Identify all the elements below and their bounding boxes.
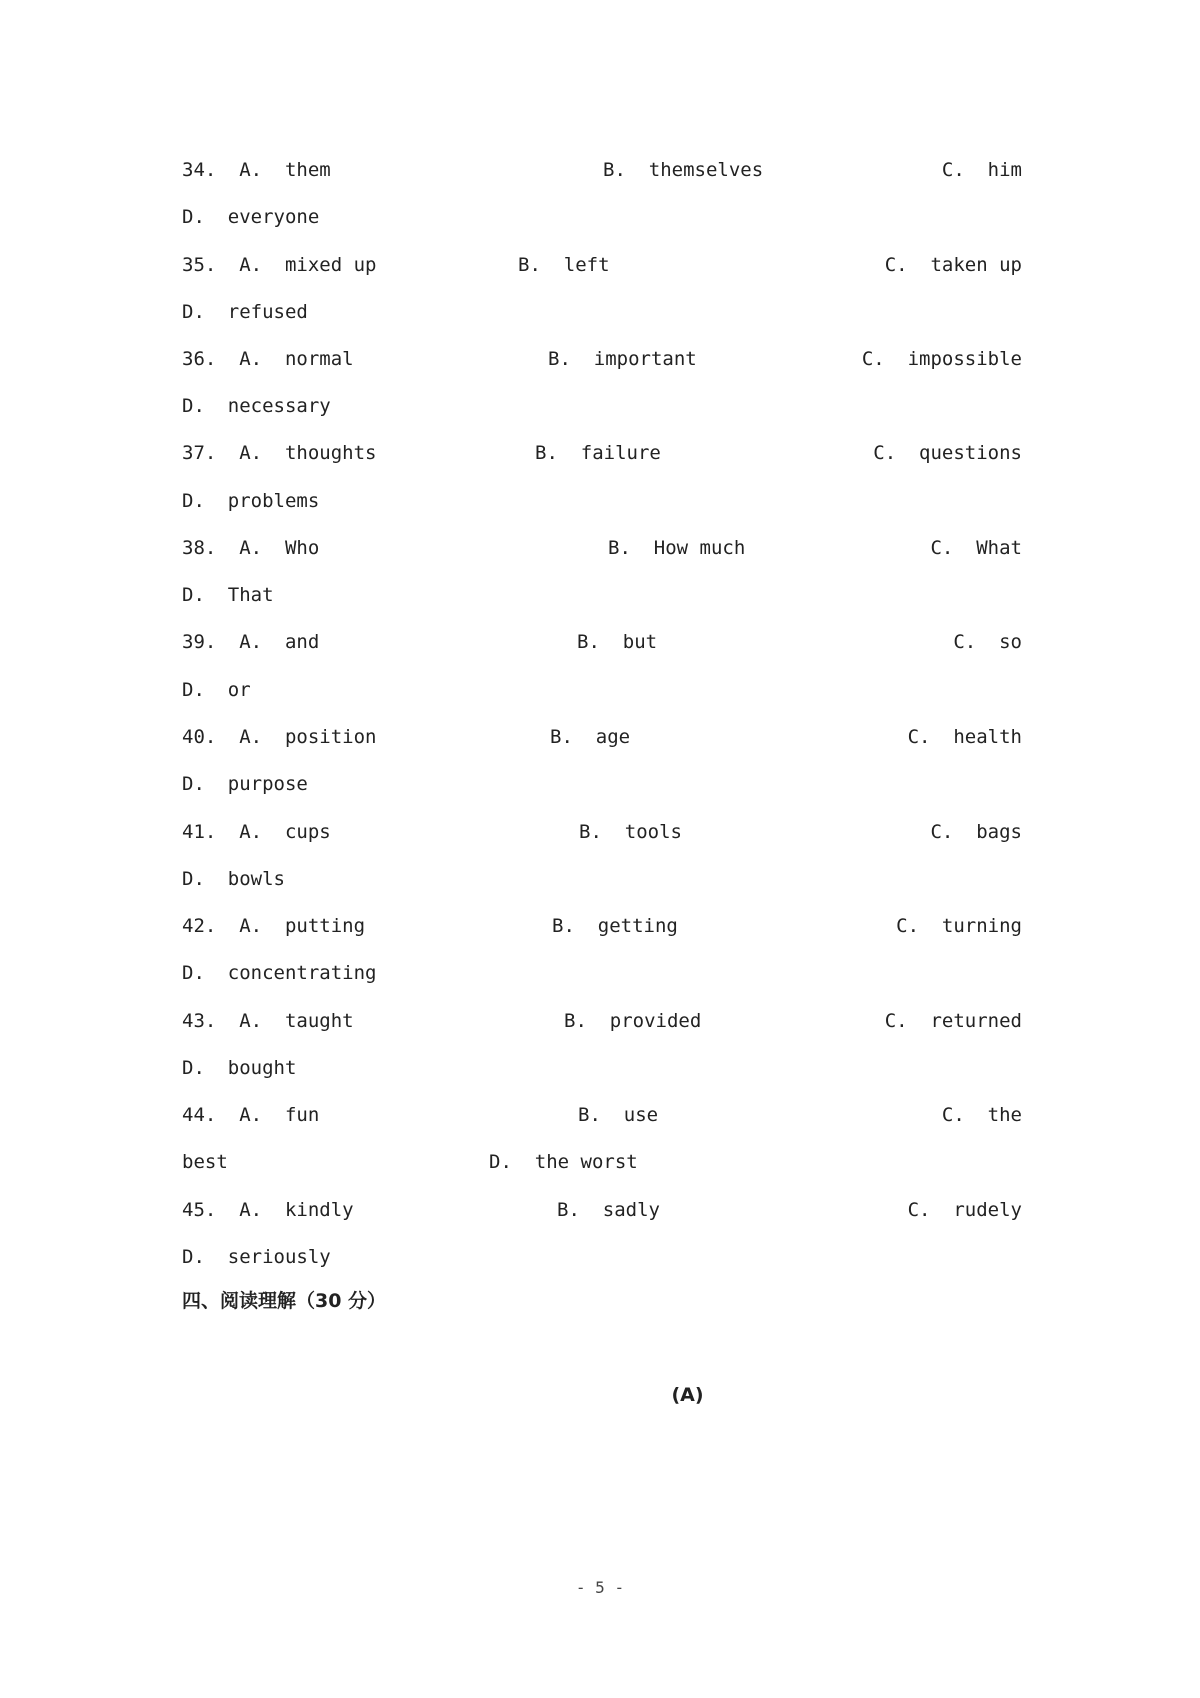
option-d: D. bought [182,1057,297,1079]
question-40-line-2 [182,769,1022,799]
option-d: D. or [182,679,251,701]
question-39-line-2 [182,675,1022,705]
question-45-line-2 [182,1242,1022,1272]
option-d: D. problems [182,490,320,512]
question-36-line-2 [182,391,1022,421]
option-a: 38. A. Who [182,537,320,559]
option-a: 41. A. cups [182,821,331,843]
option-b: B. important [548,348,697,370]
option-d: D. the worst [489,1151,638,1173]
question-37-line-1 [182,438,1022,468]
option-b: B. failure [535,442,661,464]
option-c-continued: best [182,1151,228,1173]
option-c: C. bags [930,821,1022,843]
option-d: D. bowls [182,868,285,890]
passage-label: (A) [671,1384,704,1406]
question-36-line-1 [182,344,1022,374]
option-b: B. left [518,254,610,276]
question-41-line-1 [182,817,1022,847]
option-a: 43. A. taught [182,1010,354,1032]
question-35-line-1 [182,250,1022,280]
question-43-line-2 [182,1053,1022,1083]
question-44-line-2 [182,1147,1022,1177]
option-c: C. turning [896,915,1022,937]
option-d: D. necessary [182,395,331,417]
option-b: B. How much [608,537,746,559]
option-c: C. rudely [907,1199,1022,1221]
option-d: D. seriously [182,1246,331,1268]
page-number: - 5 - [575,1578,625,1597]
option-a: 42. A. putting [182,915,366,937]
option-d: D. purpose [182,773,308,795]
question-42-line-1 [182,911,1022,941]
option-d: D. concentrating [182,962,377,984]
option-c: C. the [941,1104,1022,1126]
section-heading: 四、阅读理解（30 分） [182,1290,387,1312]
question-34-line-1 [182,155,1022,185]
option-d: D. That [182,584,274,606]
option-a: 45. A. kindly [182,1199,354,1221]
option-c: C. questions [873,442,1022,464]
option-c: C. him [941,159,1022,181]
option-c: C. impossible [861,348,1022,370]
option-c: C. What [930,537,1022,559]
option-a: 35. A. mixed up [182,254,377,276]
option-b: B. themselves [603,159,764,181]
question-44-line-1 [182,1100,1022,1130]
question-34-line-2 [182,202,1022,232]
question-41-line-2 [182,864,1022,894]
question-39-line-1 [182,627,1022,657]
option-b: B. getting [552,915,678,937]
option-a: 34. A. them [182,159,331,181]
option-b: B. but [577,631,658,653]
option-b: B. age [550,726,631,748]
option-a: 39. A. and [182,631,320,653]
question-38-line-1 [182,533,1022,563]
question-35-line-2 [182,297,1022,327]
option-c: C. taken up [884,254,1022,276]
option-c: C. returned [884,1010,1022,1032]
option-b: B. sadly [557,1199,660,1221]
option-b: B. tools [579,821,682,843]
option-a: 37. A. thoughts [182,442,377,464]
question-40-line-1 [182,722,1022,752]
question-37-line-2 [182,486,1022,516]
question-43-line-1 [182,1006,1022,1036]
option-b: B. use [578,1104,659,1126]
option-c: C. so [953,631,1022,653]
option-a: 40. A. position [182,726,377,748]
question-38-line-2 [182,580,1022,610]
option-a: 36. A. normal [182,348,354,370]
option-b: B. provided [564,1010,702,1032]
option-d: D. everyone [182,206,320,228]
option-d: D. refused [182,301,308,323]
option-a: 44. A. fun [182,1104,320,1126]
option-c: C. health [907,726,1022,748]
question-45-line-1 [182,1195,1022,1225]
question-42-line-2 [182,958,1022,988]
